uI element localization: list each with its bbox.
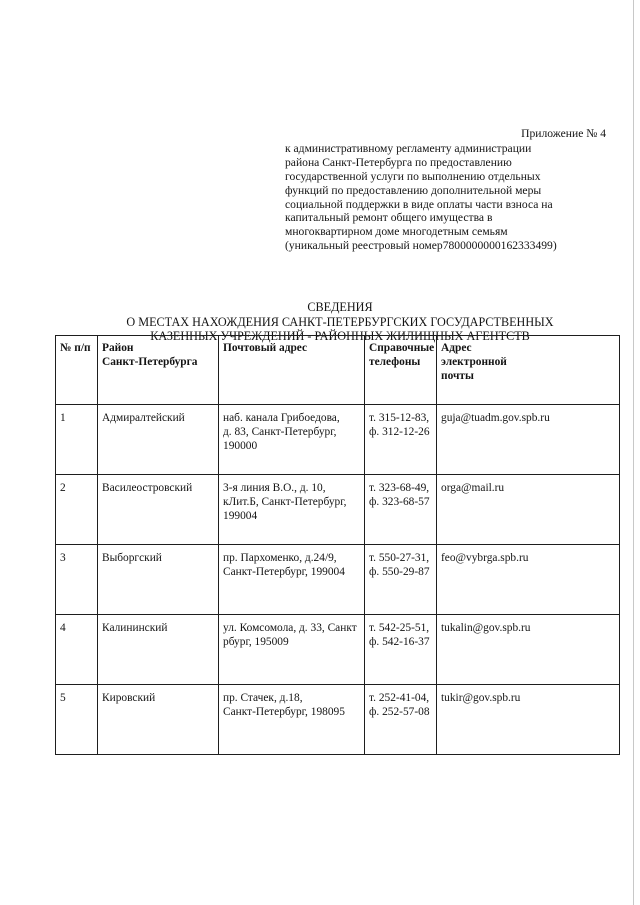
appendix-line: района Санкт-Петербурга по предоставлению — [285, 155, 512, 169]
scan-page-edge — [633, 0, 634, 905]
title-line: СВЕДЕНИЯ — [307, 300, 373, 314]
header-district: Район Санкт-Петербурга — [98, 336, 219, 405]
header-number: № п/п — [56, 336, 98, 405]
table-row — [56, 685, 620, 755]
row-phones: т. 323-68-49, ф. 323-68-57 — [365, 475, 437, 545]
header-postal-address: Почтовый адрес — [219, 336, 365, 405]
appendix-heading: Приложение № 4 — [521, 127, 606, 140]
table-row — [56, 545, 620, 615]
row-district: Кировский — [98, 685, 219, 755]
table-row — [56, 405, 620, 475]
row-address: наб. канала Грибоедова, д. 83, Санкт-Петербург, 190000 — [219, 405, 365, 475]
row-email: orga@mail.ru — [437, 475, 620, 545]
row-email: feo@vybrga.spb.ru — [437, 545, 620, 615]
row-district: Калининский — [98, 615, 219, 685]
row-number: 3 — [56, 545, 98, 615]
appendix-line: государственной услуги по выполнению отдельных — [285, 169, 541, 183]
appendix-line: многоквартирном доме многодетным семьям — [285, 225, 508, 239]
row-address: ул. Комсомола, д. 33, Санкт рбург, 195009 — [219, 615, 365, 685]
appendix-block — [285, 127, 610, 253]
row-number: 4 — [56, 615, 98, 685]
row-phones: т. 315-12-83, ф. 312-12-26 — [365, 405, 437, 475]
appendix-line: (уникальный реестровый номер7800000000162333499) — [285, 239, 557, 253]
row-number: 1 — [56, 405, 98, 475]
header-phones: Справочные телефоны — [365, 336, 437, 405]
table-header-row — [56, 336, 620, 405]
row-email: tukir@gov.spb.ru — [437, 685, 620, 755]
row-address: пр. Стачек, д.18, Санкт-Петербург, 198095 — [219, 685, 365, 755]
appendix-line: функций по предоставлению дополнительной меры — [285, 183, 542, 197]
row-address: пр. Пархоменко, д.24/9, Санкт-Петербург, 199004 — [219, 545, 365, 615]
row-address: 3-я линия В.О., д. 10, кЛит.Б, Санкт-Петербург, 199004 — [219, 475, 365, 545]
row-email: guja@tuadm.gov.spb.ru — [437, 405, 620, 475]
table-row — [56, 615, 620, 685]
appendix-line: капитальный ремонт общего имущества в — [285, 211, 493, 225]
row-district: Адмиралтейский — [98, 405, 219, 475]
row-email: tukalin@gov.spb.ru — [437, 615, 620, 685]
row-number: 2 — [56, 475, 98, 545]
row-phones: т. 550-27-31, ф. 550-29-87 — [365, 545, 437, 615]
header-email: Адрес электронной почты — [437, 336, 620, 405]
title-line: О МЕСТАХ НАХОЖДЕНИЯ САНКТ-ПЕТЕРБУРГСКИХ ГОСУДАРСТВЕННЫХ — [126, 314, 554, 329]
row-phones: т. 252-41-04, ф. 252-57-08 — [365, 685, 437, 755]
row-number: 5 — [56, 685, 98, 755]
row-district: Выборгский — [98, 545, 219, 615]
appendix-line: к административному регламенту администрации — [285, 141, 532, 155]
title-line: КАЗЕННЫХ УЧРЕЖДЕНИЙ - РАЙОННЫХ ЖИЛИЩНЫХ АГЕНТСТВ — [150, 329, 530, 343]
appendix-line: социальной поддержки в виде оплаты части взноса на — [285, 197, 553, 211]
agencies-table — [55, 335, 620, 755]
table-row — [56, 475, 620, 545]
row-district: Василеостровский — [98, 475, 219, 545]
row-phones: т. 542-25-51, ф. 542-16-37 — [365, 615, 437, 685]
